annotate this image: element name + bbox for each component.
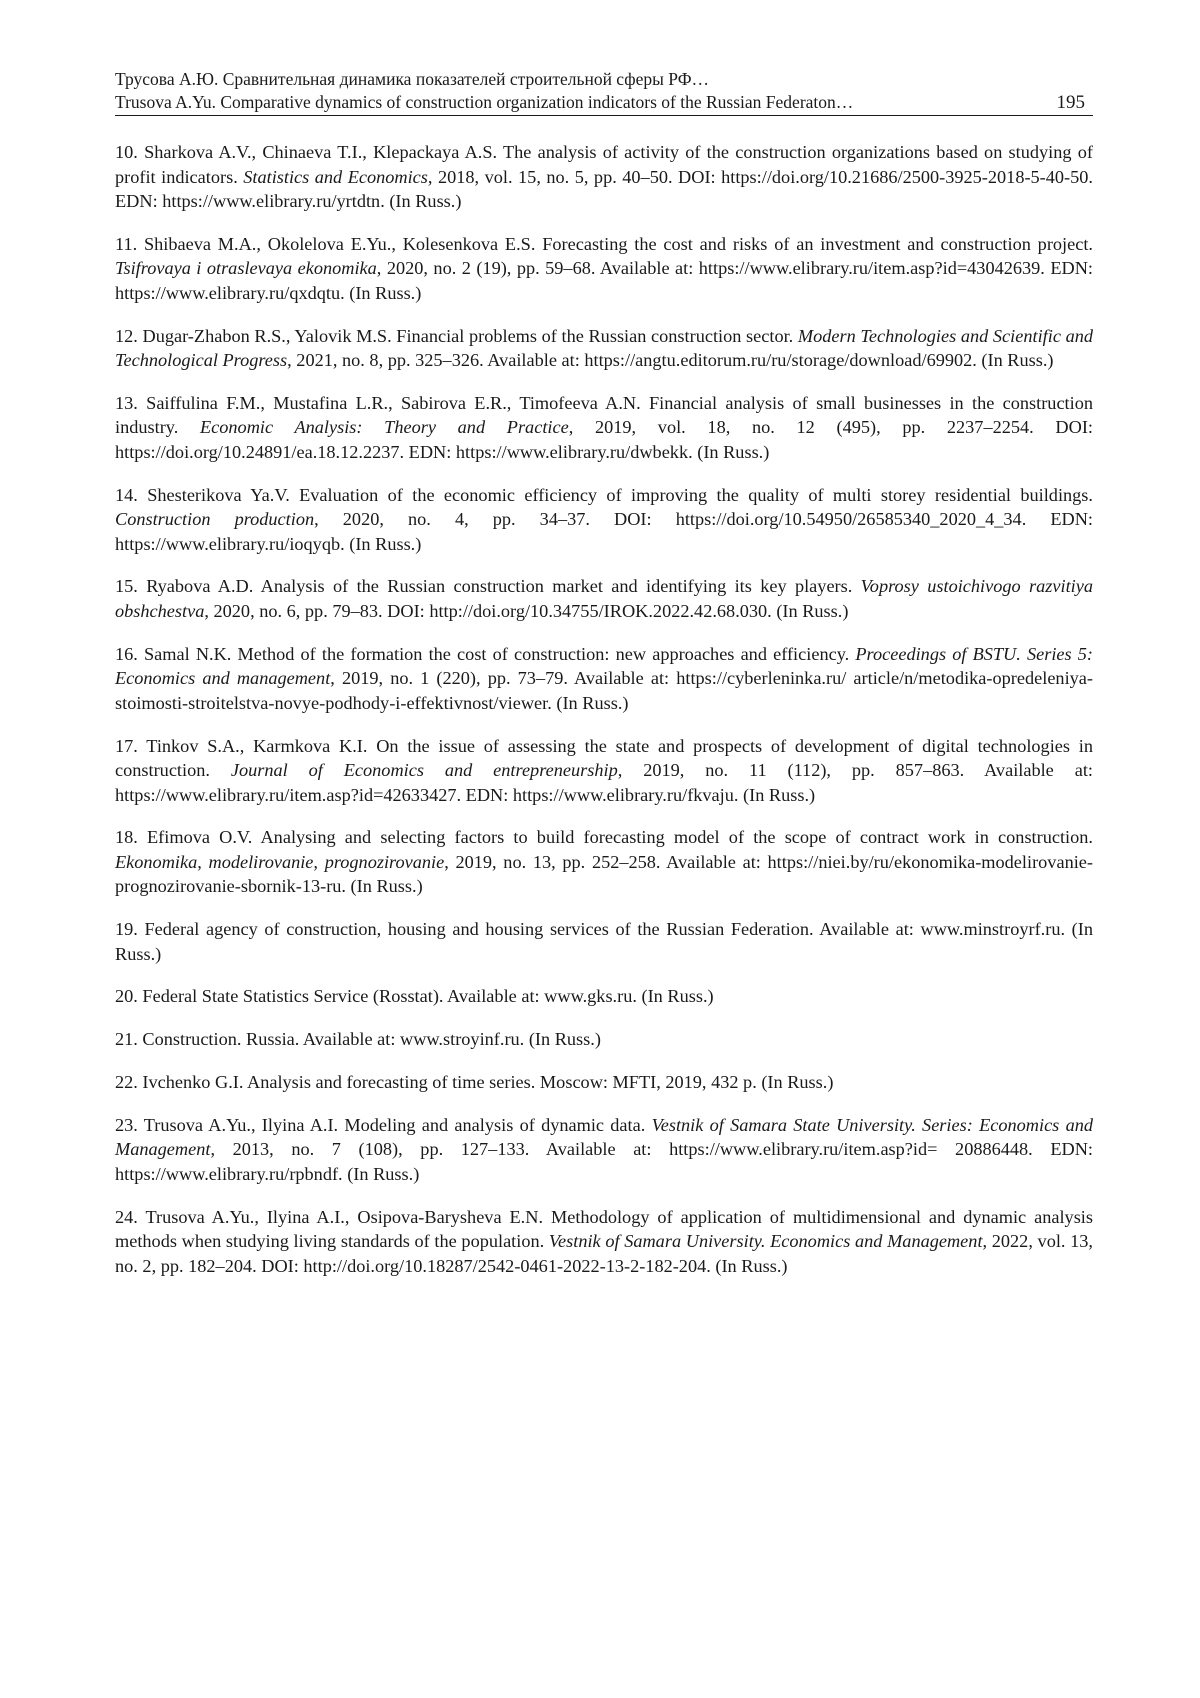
reference-item <box>115 574 1093 623</box>
reference-text: 22. Ivchenko G.I. Analysis and forecasting of time series. Moscow: MFTI, 2019, 432 p. (In Russ.) <box>115 1072 834 1093</box>
reference-details: , 2020, no. 4, pp. 34–37. DOI: https://doi.org/10.54950/26585340_2020_4_34. EDN: https://www.elibrary.ru/ioqyqb. (In Russ.) <box>115 509 1093 554</box>
reference-item <box>115 1070 1093 1095</box>
reference-item <box>115 1205 1093 1279</box>
reference-journal: Statistics and Economics <box>243 166 428 187</box>
reference-details: , 2022, vol. 13, no. 2, pp. 182–204. DOI: http://doi.org/10.18287/2542-0461-2022-13-2-182-204. (In Russ.) <box>115 1231 1094 1276</box>
reference-details: , 2019, no. 1 (220), pp. 73–79. Available at: https://cyberleninka.ru/ article/n/metodika-opredeleniya-stoimosti-stroitelstva-novye-podhody-i-effektivnost/viewer. (In Russ.) <box>115 668 1093 713</box>
header-row-en <box>115 91 1093 114</box>
reference-text: 24. Trusova A.Yu., Ilyina A.I., Osipova-Barysheva E.N. Methodology of application of multidimensional and dynamic analysis methods when studying living standards of the population. <box>115 1206 1093 1252</box>
reference-text: 23. Trusova A.Yu., Ilyina A.I. Modeling and analysis of dynamic data. <box>115 1114 652 1135</box>
reference-text: 15. Ryabova A.D. Analysis of the Russian construction market and identifying its key players. <box>115 576 861 597</box>
reference-item <box>115 140 1093 214</box>
reference-list <box>115 140 1093 1278</box>
reference-journal: Tsifrovaya i otraslevaya ekonomika <box>115 258 377 279</box>
reference-text: 20. Federal State Statistics Service (Rosstat). Available at: www.gks.ru. (In Russ.) <box>115 986 714 1007</box>
reference-text: 12. Dugar-Zhabon R.S., Yalovik M.S. Financial problems of the Russian construction sector. <box>115 325 798 346</box>
reference-journal: Economic Analysis: Theory and Practice <box>200 417 569 438</box>
reference-journal: Construction production <box>115 509 315 530</box>
reference-details: , 2019, no. 11 (112), pp. 857–863. Available at: https://www.elibrary.ru/item.asp?id=42633427. EDN: https://www.elibrary.ru/fkvaju. (In Russ.) <box>115 760 1093 805</box>
reference-item <box>115 825 1093 899</box>
reference-item <box>115 984 1093 1009</box>
reference-text: 13. Saiffulina F.M., Mustafina L.R., Sabirova E.R., Timofeeva A.N. Financial analysis of small businesses in the construction industry. <box>115 392 1093 438</box>
reference-journal: Proceedings of BSTU. Series 5: Economics and management <box>115 643 1094 689</box>
reference-item <box>115 232 1093 306</box>
reference-details: , 2019, vol. 18, no. 12 (495), pp. 2237–2254. DOI: https://doi.org/10.24891/ea.18.12.2237. EDN: https://www.elibrary.ru/dwbekk. (In Russ.) <box>115 417 1093 462</box>
reference-details: , 2013, no. 7 (108), pp. 127–133. Available at: https://www.elibrary.ru/item.asp?id= 20886448. EDN: https://www.elibrary.ru/rpbndf. (In Russ.) <box>115 1139 1093 1184</box>
reference-text: 17. Tinkov S.A., Karmkova K.I. On the issue of assessing the state and prospects of development of digital technologies in construction. <box>115 735 1093 781</box>
reference-text: 21. Construction. Russia. Available at: www.stroyinf.ru. (In Russ.) <box>115 1029 601 1050</box>
reference-text: 11. Shibaeva M.A., Okolelova E.Yu., Kolesenkova E.S. Forecasting the cost and risks of an investment and construction project. <box>115 233 1093 254</box>
reference-text: 14. Shesterikova Ya.V. Evaluation of the economic efficiency of improving the quality of multi storey residential buildings. <box>115 484 1093 505</box>
reference-item <box>115 391 1093 465</box>
reference-text: 18. Efimova O.V. Analysing and selecting factors to build forecasting model of the scope of contract work in construction. <box>115 827 1093 848</box>
reference-item <box>115 483 1093 557</box>
page-number: 195 <box>1056 92 1085 113</box>
header-title-en: Trusova A.Yu. Comparative dynamics of construction organization indicators of the Russian Federaton… <box>115 92 854 112</box>
reference-journal: Voprosy ustoichivogo razvitiya obshchestva <box>115 576 1093 621</box>
reference-journal: Modern Technologies and Scientific and Technological Progress <box>115 325 1093 371</box>
reference-text: 10. Sharkova A.V., Chinaeva T.I., Klepackaya A.S. The analysis of activity of the construction organizations based on studying of profit indicators. <box>115 142 1093 187</box>
reference-item <box>115 1027 1093 1052</box>
reference-journal: Vestnik of Samara University. Economics and Management <box>548 1231 983 1252</box>
reference-details: , 2020, no. 2 (19), pp. 59–68. Available at: https://www.elibrary.ru/item.asp?id=43042639. EDN: https://www.elibrary.ru/qxdqtu. (In Russ.) <box>115 258 1093 303</box>
page <box>115 68 1093 1290</box>
reference-journal: Vestnik of Samara State University. Series: Economics and Management <box>115 1114 1093 1160</box>
reference-text: 16. Samal N.K. Method of the formation the cost of construction: new approaches and efficiency. <box>115 643 856 664</box>
running-header <box>115 68 1093 116</box>
reference-details: , 2019, no. 13, pp. 252–258. Available at: https://niei.by/ru/ekonomika-modelirovanie-prognozirovanie-sbornik-13-ru. (In Russ.) <box>115 851 1093 897</box>
header-title-ru: Трусова А.Ю. Сравнительная динамика показателей строительной сферы РФ… <box>115 69 710 89</box>
reference-details: , 2021, no. 8, pp. 325–326. Available at: https://angtu.editorum.ru/ru/storage/download/69902. (In Russ.) <box>287 350 1054 371</box>
reference-details: , 2020, no. 6, pp. 79–83. DOI: http://doi.org/10.34755/IROK.2022.42.68.030. (In Russ.) <box>204 600 849 621</box>
reference-item <box>115 642 1093 716</box>
reference-journal: Ekonomika, modelirovanie, prognozirovanie <box>115 851 445 872</box>
reference-item <box>115 324 1093 373</box>
reference-journal: Journal of Economics and entrepreneurship <box>230 760 618 781</box>
reference-text: 19. Federal agency of construction, housing and housing services of the Russian Federation. Available at: www.minstroyrf.ru. (In Russ.) <box>115 919 1093 964</box>
reference-item <box>115 734 1093 808</box>
reference-details: , 2018, vol. 15, no. 5, pp. 40–50. DOI: https://doi.org/10.21686/2500-3925-2018-5-40-50. EDN: https://www.elibrary.ru/yrtdtn. (In Russ.) <box>115 166 1093 211</box>
reference-item <box>115 1113 1093 1187</box>
reference-item <box>115 917 1093 966</box>
